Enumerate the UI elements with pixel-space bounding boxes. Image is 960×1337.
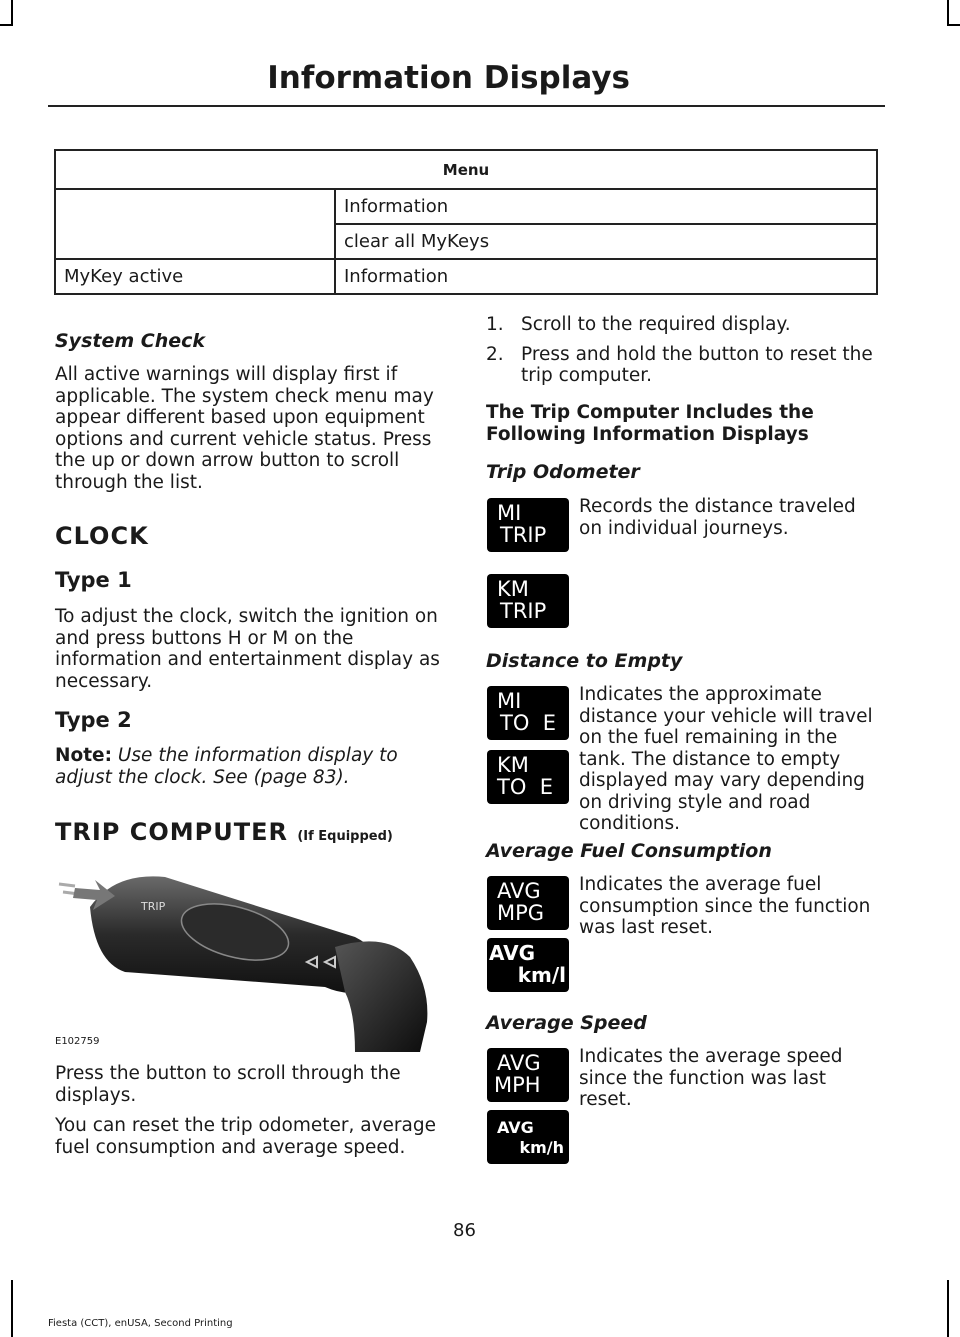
note-label: Note: — [55, 745, 112, 766]
trip-stalk-illustration — [55, 862, 430, 1052]
reset-text: You can reset the trip odometer, average fuel consumption and average speed. — [55, 1115, 437, 1158]
mi-to-empty-icon — [487, 686, 569, 740]
stalk-trip-label: TRIP — [141, 900, 166, 913]
system-check-heading: System Check — [55, 330, 206, 352]
step-number: 1. — [486, 314, 504, 335]
crop-mark — [947, 1280, 949, 1337]
badge-line: TRIP — [500, 599, 547, 623]
badge-line: TO E — [500, 711, 556, 735]
trip-odometer-heading: Trip Odometer — [486, 461, 640, 483]
page-number: 86 — [453, 1220, 476, 1241]
badge-line: MPG — [497, 901, 545, 925]
avs-text: Indicates the average speed since the function was last reset. — [579, 1046, 843, 1110]
menu-table-header: Menu — [55, 150, 877, 189]
badge-line: TRIP — [500, 523, 547, 547]
clock-heading: CLOCK — [55, 522, 149, 550]
badge-line: km/h — [519, 1138, 564, 1157]
crop-mark — [11, 0, 13, 26]
trip-odometer-text: Records the distance traveled on individual journeys. — [579, 496, 856, 539]
afc-text: Indicates the average fuel consumption since the function was last reset. — [579, 874, 871, 938]
avg-kmh-icon — [487, 1110, 569, 1164]
list-item — [486, 344, 881, 387]
badge-line: TO E — [497, 775, 553, 799]
badge-line: AVG — [497, 1051, 541, 1075]
badge-line: AVG — [497, 879, 541, 903]
step-text: Scroll to the required display. — [521, 314, 791, 335]
crop-mark — [947, 24, 960, 26]
badge-line: AVG — [497, 1118, 534, 1137]
afc-heading: Average Fuel Consumption — [486, 840, 772, 862]
type1-text: To adjust the clock, switch the ignition on and press buttons H or M on the information and entertainment display as necessary. — [55, 606, 440, 692]
menu-table-cell — [55, 189, 335, 259]
press-text: Press the button to scroll through the displays. — [55, 1063, 401, 1106]
menu-table-cell: Information — [335, 259, 877, 294]
crop-mark — [947, 0, 949, 26]
menu-table-cell: Information — [335, 189, 877, 224]
edition-text: Fiesta (CCT), enUSA, Second Printing — [48, 1318, 233, 1329]
badge-line: MI — [497, 501, 522, 525]
avg-kml-icon — [487, 938, 569, 992]
badge-line: MI — [497, 689, 522, 713]
note-text: Use the information display to adjust the clock. See (page 83). — [55, 745, 398, 788]
badge-line: AVG — [489, 941, 536, 965]
type2-heading: Type 2 — [55, 708, 132, 732]
step-number: 2. — [486, 343, 504, 365]
badge-line: MPH — [494, 1073, 541, 1097]
header-rule — [48, 105, 885, 107]
menu-table-cell: clear all MyKeys — [335, 224, 877, 259]
km-to-empty-icon — [487, 750, 569, 804]
step-text: Press and hold the button to reset the trip computer. — [521, 343, 873, 386]
menu-table-cell: MyKey active — [55, 259, 335, 294]
avg-mph-icon — [487, 1048, 569, 1102]
badge-line: KM — [497, 753, 529, 777]
figure-id: E102759 — [55, 1036, 100, 1047]
type1-heading: Type 1 — [55, 568, 132, 592]
trip-computer-heading — [55, 818, 393, 846]
trip-stalk-figure — [55, 862, 430, 1052]
note-paragraph — [55, 745, 450, 788]
page-title: Information Displays — [267, 60, 630, 96]
crop-mark — [11, 1280, 13, 1337]
mi-trip-icon — [487, 498, 569, 552]
avg-mpg-icon — [487, 876, 569, 930]
system-check-text: All active warnings will display first if applicable. The system check menu may appear different based upon equipment options and current vehicle status. Press the up or down arrow button to scroll through the list. — [55, 364, 434, 493]
menu-table — [54, 149, 878, 295]
badge-line: km/l — [517, 963, 566, 987]
dte-text: Indicates the approximate distance your vehicle will travel on the fuel remaining in the tank. The distance to empty displayed may vary depending on driving style and road conditions. — [579, 684, 873, 834]
badge-line: KM — [497, 577, 529, 601]
includes-heading: The Trip Computer Includes the Following Information Displays — [486, 402, 814, 445]
trip-computer-suffix: (If Equipped) — [297, 829, 393, 844]
crop-mark — [0, 24, 13, 26]
dte-heading: Distance to Empty — [486, 650, 683, 672]
list-item — [486, 314, 881, 336]
avs-heading: Average Speed — [486, 1012, 647, 1034]
trip-computer-title: TRIP COMPUTER — [55, 818, 288, 846]
step-list — [486, 314, 881, 387]
km-trip-icon — [487, 574, 569, 628]
